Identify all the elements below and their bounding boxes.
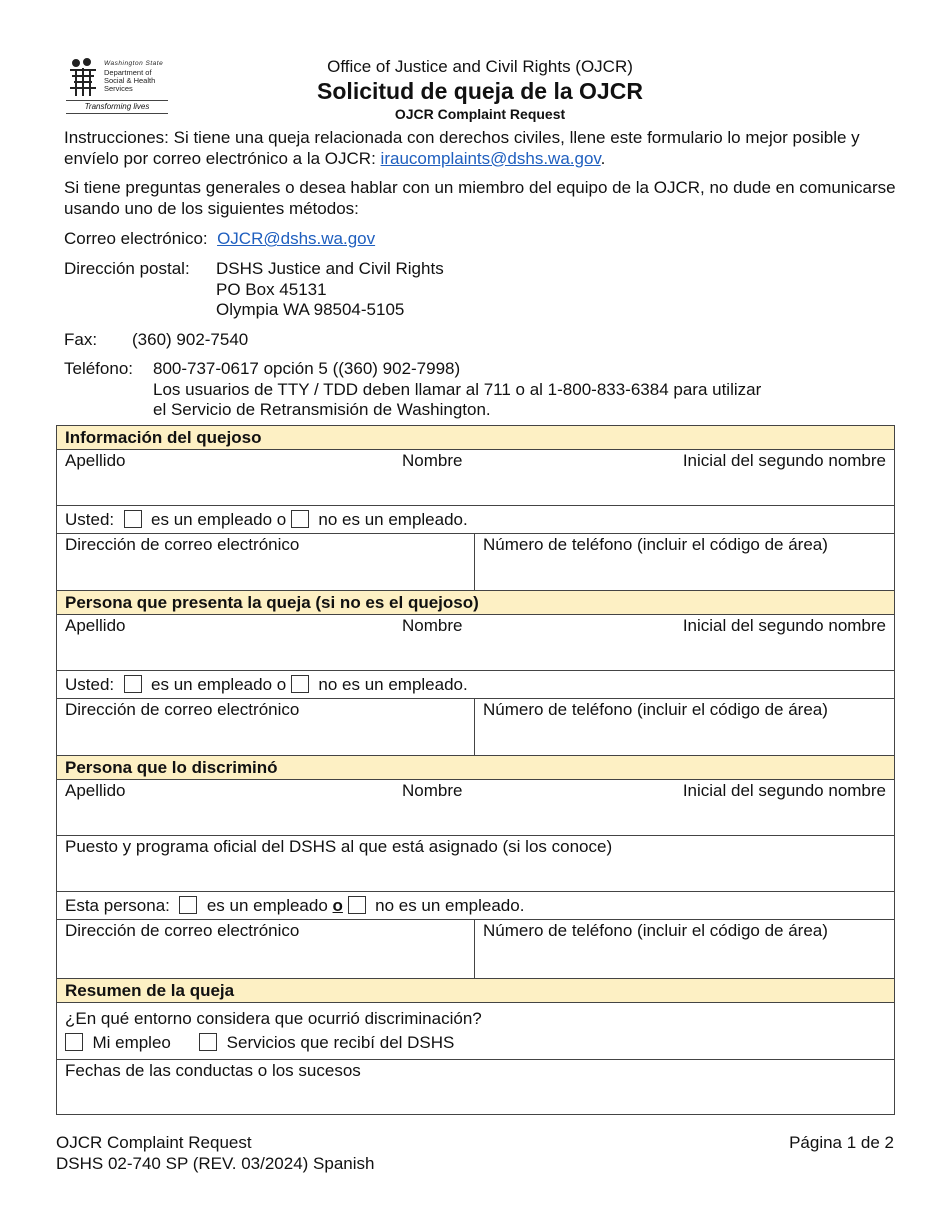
is-employee-label: es un empleado o (151, 675, 287, 694)
setting-options (65, 1032, 886, 1054)
footer-left (56, 1132, 374, 1174)
email-label: Correo electrónico: (64, 229, 208, 248)
dshs-logo (64, 58, 170, 116)
complainant-name-field[interactable] (57, 450, 895, 506)
is-employee-checkbox[interactable] (124, 675, 142, 693)
phone-info (153, 359, 893, 421)
complainant-employee-row (57, 506, 895, 534)
email-label: Dirección de correo electrónico (65, 700, 300, 719)
employment-checkbox[interactable] (65, 1033, 83, 1051)
setting-row (57, 1003, 895, 1060)
filer-email-field[interactable] (57, 699, 475, 756)
logo-state-label: Washington State (104, 60, 164, 67)
discriminator-name-field[interactable] (57, 780, 895, 836)
first-name-label: Nombre (402, 616, 463, 635)
middle-initial-label: Inicial del segundo nombre (682, 451, 886, 470)
complainant-email-field[interactable] (57, 534, 475, 591)
is-employee-checkbox[interactable] (179, 896, 197, 914)
logo-agency: Department of Social & Health Services (104, 68, 156, 93)
fax-label: Fax: (64, 330, 98, 349)
position-program-field[interactable] (57, 836, 895, 892)
postal-line-3: Olympia WA 98504-5105 (216, 300, 405, 319)
postal-line-2: PO Box 45131 (216, 279, 327, 299)
last-name-label: Apellido (65, 781, 126, 800)
filer-phone-field[interactable] (475, 699, 895, 756)
last-name-label: Apellido (65, 451, 126, 470)
form-name: OJCR Complaint Request (56, 1133, 252, 1152)
complaint-form (56, 425, 895, 1115)
employment-label: Mi empleo (92, 1033, 171, 1052)
contact-email-row (64, 229, 904, 250)
tty-line-1: Los usuarios de TTY / TDD deben llamar al 711 o al 1-800-833-6384 para utilizar (153, 379, 762, 399)
complainant-phone-field[interactable] (475, 534, 895, 591)
first-name-label: Nombre (402, 451, 463, 470)
dates-label: Fechas de las conductas o los sucesos (65, 1061, 361, 1080)
page-subtitle: OJCR Complaint Request (394, 106, 566, 122)
first-name-label: Nombre (402, 781, 463, 800)
email-label: Dirección de correo electrónico (65, 921, 300, 940)
dshs-emblem-icon (66, 58, 100, 98)
section-filer: Persona que presenta la queja (si no es el quejoso) (57, 591, 895, 615)
phone-label: Teléfono: (64, 359, 133, 378)
page-number: Página 1 de 2 (789, 1133, 894, 1152)
instructions-text: Instrucciones: Si tiene una queja relacionada con derechos civiles, llene este formulario lo mejor posible y envíelo por correo electrónico a la OJCR: (64, 128, 860, 168)
middle-initial-label: Inicial del segundo nombre (682, 781, 886, 800)
setting-question: ¿En qué entorno considera que ocurrió discriminación? (65, 1009, 482, 1028)
questions-text: Si tiene preguntas generales o desea hablar con un miembro del equipo de la OJCR, no dude en comunicarse usando uno de los siguientes métodos: (64, 178, 896, 218)
ojcr-email-link[interactable]: OJCR@dshs.wa.gov (217, 229, 376, 248)
fax-number: (360) 902-7540 (132, 330, 249, 349)
section-discriminator: Persona que lo discriminó (57, 756, 895, 780)
postal-label: Dirección postal: (64, 259, 190, 278)
you-label: Usted: (65, 675, 115, 694)
position-program-label: Puesto y programa oficial del DSHS al que está asignado (si los conoce) (65, 837, 613, 856)
postal-address (216, 259, 444, 321)
you-label: Usted: (65, 510, 115, 529)
is-employee-label: es un empleado o (151, 510, 287, 529)
section-complainant: Información del quejoso (57, 426, 895, 450)
middle-initial-label: Inicial del segundo nombre (682, 616, 886, 635)
logo-tagline: Transforming lives (66, 100, 168, 114)
last-name-label: Apellido (65, 616, 126, 635)
services-label: Servicios que recibí del DSHS (226, 1033, 455, 1052)
not-employee-label: no es un empleado. (318, 675, 468, 694)
postal-line-1: DSHS Justice and Civil Rights (216, 259, 444, 278)
discriminator-email-field[interactable] (57, 920, 475, 979)
tty-line-2: el Servicio de Retransmisión de Washington. (153, 400, 491, 419)
instructions-period: . (600, 148, 606, 168)
phone-label: Número de teléfono (incluir el código de área) (483, 700, 828, 719)
office-name: Office of Justice and Civil Rights (OJCR) (327, 57, 633, 76)
instructions (64, 128, 904, 169)
section-summary: Resumen de la queja (57, 979, 895, 1003)
page-title: Solicitud de queja de la OJCR (317, 78, 643, 104)
or-label: o (332, 896, 343, 915)
discriminator-phone-field[interactable] (475, 920, 895, 979)
email-label: Dirección de correo electrónico (65, 535, 300, 554)
not-employee-label: no es un empleado. (318, 510, 468, 529)
is-employee-label: es un empleado (206, 896, 328, 915)
phone-label: Número de teléfono (incluir el código de área) (483, 535, 828, 554)
is-employee-checkbox[interactable] (124, 510, 142, 528)
filer-employee-row (57, 671, 895, 699)
not-employee-checkbox[interactable] (291, 510, 309, 528)
not-employee-checkbox[interactable] (291, 675, 309, 693)
this-person-label: Esta persona: (65, 896, 170, 915)
filer-name-field[interactable] (57, 615, 895, 671)
complaints-email-link[interactable]: iraucomplaints@dshs.wa.gov (380, 148, 601, 168)
form-number: DSHS 02-740 SP (REV. 03/2024) Spanish (56, 1154, 375, 1173)
services-checkbox[interactable] (199, 1033, 217, 1051)
phone-number: 800-737-0617 opción 5 ((360) 902-7998) (153, 359, 461, 378)
discriminator-employee-row (57, 892, 895, 920)
not-employee-label: no es un empleado. (375, 896, 525, 915)
phone-label: Número de teléfono (incluir el código de área) (483, 921, 828, 940)
not-employee-checkbox[interactable] (348, 896, 366, 914)
dates-field[interactable] (57, 1060, 895, 1115)
